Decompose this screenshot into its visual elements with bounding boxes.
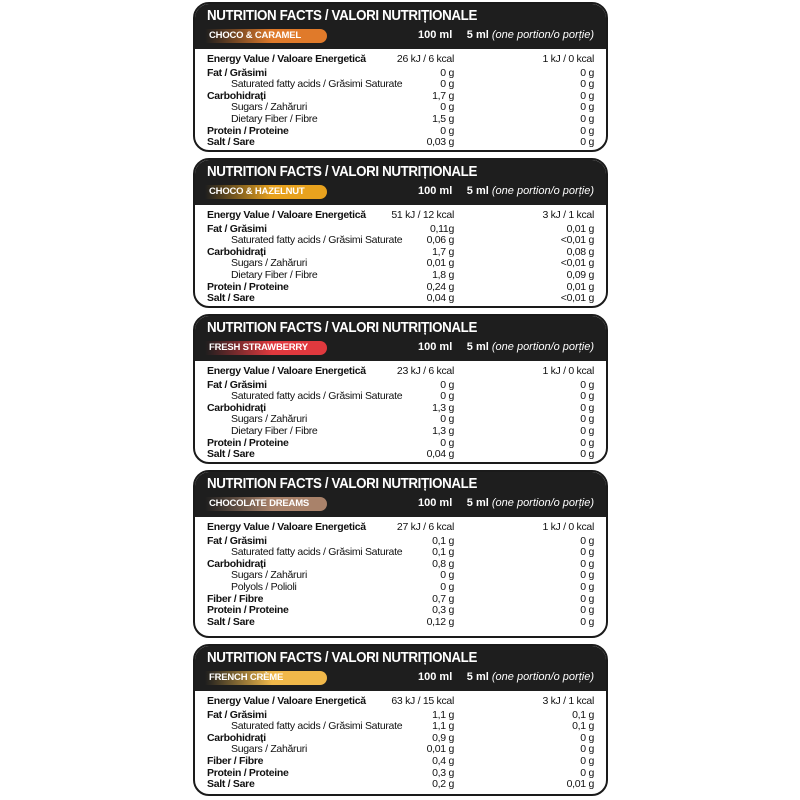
value-per-portion: 0 g xyxy=(580,569,594,582)
value-per-100ml: 23 kJ / 6 kcal xyxy=(396,365,454,377)
nutrient-row xyxy=(207,366,594,378)
value-per-100ml: 1,3 g xyxy=(432,424,454,437)
portion-note: (one portion/o porție) xyxy=(491,497,594,509)
nutrient-row xyxy=(207,270,594,282)
portion-note: (one portion/o porție) xyxy=(491,341,594,353)
nutrient-table xyxy=(195,361,606,461)
nutrient-name: Fiber / Fibre xyxy=(207,754,264,767)
portion-note: (one portion/o porție) xyxy=(491,185,594,197)
value-per-100ml: 1,1 g xyxy=(432,708,454,721)
column-header-100ml: 100 ml xyxy=(418,29,453,41)
value-per-100ml: 1,7 g xyxy=(432,245,454,258)
value-per-portion: 1 kJ / 0 kcal xyxy=(542,53,594,65)
value-per-100ml: 0,8 g xyxy=(432,557,454,570)
value-per-portion: <0,01 g xyxy=(560,234,594,247)
value-per-100ml: 1,7 g xyxy=(432,89,454,102)
nutrient-row xyxy=(207,522,594,534)
value-per-portion: 0 g xyxy=(580,604,594,617)
nutrient-row xyxy=(207,605,594,617)
value-per-100ml: 1,1 g xyxy=(432,720,454,733)
value-per-portion: 0 g xyxy=(580,592,594,605)
value-per-100ml: 0 g xyxy=(440,390,454,403)
value-per-portion: 0 g xyxy=(580,89,594,102)
nutrient-name: Fat / Grăsimi xyxy=(207,378,267,391)
nutrient-name: Protein / Proteine xyxy=(207,604,289,617)
value-per-portion: <0,01 g xyxy=(560,292,594,305)
value-per-100ml: 0,04 g xyxy=(426,448,454,461)
value-per-100ml: 0,3 g xyxy=(432,604,454,617)
nutrient-name: Carbohidrați xyxy=(207,401,266,414)
value-per-portion: 0 g xyxy=(580,743,594,756)
nutrient-row xyxy=(207,582,594,594)
value-per-portion: 0 g xyxy=(580,754,594,767)
value-per-100ml: 1,8 g xyxy=(432,268,454,281)
nutrient-name: Dietary Fiber / Fibre xyxy=(231,268,318,281)
nutrient-name: Energy Value / Valoare Energetică xyxy=(207,695,366,707)
value-per-100ml: 0 g xyxy=(440,101,454,114)
value-per-100ml: 0,04 g xyxy=(426,292,454,305)
nutrient-row xyxy=(207,449,594,461)
nutrient-name: Energy Value / Valoare Energetică xyxy=(207,209,366,221)
value-per-portion: 3 kJ / 1 kcal xyxy=(542,209,594,221)
value-per-100ml: 0 g xyxy=(440,78,454,91)
value-per-portion: 0,1 g xyxy=(572,720,594,733)
value-per-portion: 0 g xyxy=(580,413,594,426)
flavour-badge: CHOCO & HAZELNUT xyxy=(205,185,327,199)
nutrient-table xyxy=(195,517,606,628)
nutrient-table xyxy=(195,49,606,149)
value-per-portion: 0 g xyxy=(580,378,594,391)
value-per-100ml: 1,5 g xyxy=(432,112,454,125)
nutrient-name: Sugars / Zahăruri xyxy=(231,569,308,582)
label-header xyxy=(195,160,606,205)
nutrient-row xyxy=(207,768,594,780)
nutrient-name: Carbohidrați xyxy=(207,245,266,258)
value-per-portion: 0 g xyxy=(580,731,594,744)
label-title: NUTRITION FACTS / VALORI NUTRIȚIONALE xyxy=(207,650,477,666)
nutrient-row xyxy=(207,617,594,629)
nutrient-row xyxy=(207,137,594,149)
value-per-portion: <0,01 g xyxy=(560,257,594,270)
nutrient-name: Salt / Sare xyxy=(207,615,255,628)
nutrient-row xyxy=(207,114,594,126)
nutrient-name: Saturated fatty acids / Grăsimi Saturate xyxy=(231,234,403,247)
value-per-portion: 1 kJ / 0 kcal xyxy=(542,521,594,533)
value-per-portion: 0 g xyxy=(580,424,594,437)
nutrient-name: Carbohidrați xyxy=(207,89,266,102)
value-per-portion: 0 g xyxy=(580,615,594,628)
nutrient-name: Energy Value / Valoare Energetică xyxy=(207,365,366,377)
nutrition-label-1 xyxy=(193,2,608,152)
value-per-portion: 0 g xyxy=(580,580,594,593)
label-title: NUTRITION FACTS / VALORI NUTRIȚIONALE xyxy=(207,320,477,336)
nutrient-name: Carbohidrați xyxy=(207,557,266,570)
value-per-100ml: 0 g xyxy=(440,124,454,137)
nutrient-name: Salt / Sare xyxy=(207,778,255,791)
value-per-portion: 0 g xyxy=(580,557,594,570)
value-per-portion: 0,08 g xyxy=(566,245,594,258)
nutrient-name: Protein / Proteine xyxy=(207,436,289,449)
column-header-portion xyxy=(467,497,594,509)
column-header-portion xyxy=(467,185,594,197)
nutrient-row xyxy=(207,426,594,438)
value-per-100ml: 0 g xyxy=(440,413,454,426)
value-per-portion: 0 g xyxy=(580,390,594,403)
value-per-100ml: 0 g xyxy=(440,569,454,582)
value-per-100ml: 0 g xyxy=(440,580,454,593)
value-per-portion: 0,1 g xyxy=(572,708,594,721)
nutrient-name: Saturated fatty acids / Grăsimi Saturate xyxy=(231,390,403,403)
nutrient-name: Polyols / Polioli xyxy=(231,580,297,593)
value-per-100ml: 1,3 g xyxy=(432,401,454,414)
column-header-portion xyxy=(467,29,594,41)
value-per-100ml: 0 g xyxy=(440,436,454,449)
column-header-100ml: 100 ml xyxy=(418,671,453,683)
label-title: NUTRITION FACTS / VALORI NUTRIȚIONALE xyxy=(207,164,477,180)
value-per-portion: 0,09 g xyxy=(566,268,594,281)
value-per-portion: 0 g xyxy=(580,534,594,547)
nutrient-row xyxy=(207,779,594,791)
label-header xyxy=(195,646,606,691)
value-per-portion: 0 g xyxy=(580,448,594,461)
portion-size: 5 ml xyxy=(466,671,489,683)
value-per-100ml: 0,06 g xyxy=(426,234,454,247)
flavour-badge: FRESH STRAWBERRY xyxy=(205,341,327,355)
column-header-100ml: 100 ml xyxy=(418,341,453,353)
flavour-badge: FRENCH CRÈME xyxy=(205,671,327,685)
nutrient-name: Saturated fatty acids / Grăsimi Saturate xyxy=(231,78,403,91)
column-header-100ml: 100 ml xyxy=(418,497,453,509)
nutrient-row xyxy=(207,210,594,222)
value-per-100ml: 0,3 g xyxy=(432,766,454,779)
nutrient-name: Fiber / Fibre xyxy=(207,592,264,605)
value-per-100ml: 0,01 g xyxy=(426,257,454,270)
value-per-portion: 0 g xyxy=(580,766,594,779)
nutrient-name: Fat / Grăsimi xyxy=(207,66,267,79)
label-header xyxy=(195,472,606,517)
nutrient-name: Protein / Proteine xyxy=(207,280,289,293)
value-per-portion: 0 g xyxy=(580,546,594,559)
nutrient-name: Sugars / Zahăruri xyxy=(231,743,308,756)
nutrient-name: Salt / Sare xyxy=(207,136,255,149)
nutrient-row xyxy=(207,696,594,708)
nutrient-name: Saturated fatty acids / Grăsimi Saturate xyxy=(231,546,403,559)
value-per-portion: 0 g xyxy=(580,436,594,449)
nutrient-name: Carbohidrați xyxy=(207,731,266,744)
value-per-100ml: 0,1 g xyxy=(432,546,454,559)
nutrient-name: Sugars / Zahăruri xyxy=(231,413,308,426)
nutrition-label-4 xyxy=(193,470,608,638)
nutrient-row xyxy=(207,438,594,450)
value-per-100ml: 0,9 g xyxy=(432,731,454,744)
portion-note: (one portion/o porție) xyxy=(491,671,594,683)
value-per-100ml: 63 kJ / 15 kcal xyxy=(391,695,454,707)
value-per-portion: 3 kJ / 1 kcal xyxy=(542,695,594,707)
label-header xyxy=(195,316,606,361)
column-header-100ml: 100 ml xyxy=(418,185,453,197)
value-per-100ml: 0,01 g xyxy=(426,743,454,756)
portion-size: 5 ml xyxy=(466,497,489,509)
nutrient-name: Sugars / Zahăruri xyxy=(231,101,308,114)
nutrient-row xyxy=(207,744,594,756)
value-per-100ml: 51 kJ / 12 kcal xyxy=(391,209,454,221)
nutrient-name: Saturated fatty acids / Grăsimi Saturate xyxy=(231,720,403,733)
nutrient-row xyxy=(207,126,594,138)
nutrient-name: Dietary Fiber / Fibre xyxy=(231,112,318,125)
value-per-portion: 0,01 g xyxy=(566,280,594,293)
value-per-portion: 0 g xyxy=(580,112,594,125)
flavour-badge: CHOCOLATE DREAMS xyxy=(205,497,327,511)
nutrient-name: Dietary Fiber / Fibre xyxy=(231,424,318,437)
nutrient-name: Salt / Sare xyxy=(207,292,255,305)
value-per-100ml: 0,11g xyxy=(430,222,454,235)
nutrient-name: Protein / Proteine xyxy=(207,766,289,779)
nutrient-table xyxy=(195,205,606,305)
label-header xyxy=(195,4,606,49)
nutrition-label-3 xyxy=(193,314,608,464)
column-header-portion xyxy=(467,671,594,683)
nutrient-name: Fat / Grăsimi xyxy=(207,708,267,721)
value-per-portion: 0 g xyxy=(580,101,594,114)
nutrient-name: Energy Value / Valoare Energetică xyxy=(207,53,366,65)
nutrition-label-2 xyxy=(193,158,608,308)
value-per-100ml: 27 kJ / 6 kcal xyxy=(396,521,454,533)
value-per-100ml: 0 g xyxy=(440,66,454,79)
label-title: NUTRITION FACTS / VALORI NUTRIȚIONALE xyxy=(207,8,477,24)
nutrient-row xyxy=(207,54,594,66)
portion-size: 5 ml xyxy=(466,341,489,353)
nutrient-name: Fat / Grăsimi xyxy=(207,222,267,235)
value-per-portion: 0 g xyxy=(580,66,594,79)
value-per-portion: 0 g xyxy=(580,124,594,137)
value-per-100ml: 0,1 g xyxy=(432,534,454,547)
value-per-portion: 0 g xyxy=(580,401,594,414)
nutrient-table xyxy=(195,691,606,791)
value-per-100ml: 0,24 g xyxy=(426,280,454,293)
nutrient-row xyxy=(207,756,594,768)
portion-size: 5 ml xyxy=(466,185,489,197)
nutrient-name: Protein / Proteine xyxy=(207,124,289,137)
value-per-100ml: 0,2 g xyxy=(432,778,454,791)
portion-size: 5 ml xyxy=(466,29,489,41)
value-per-100ml: 0,03 g xyxy=(426,136,454,149)
label-title: NUTRITION FACTS / VALORI NUTRIȚIONALE xyxy=(207,476,477,492)
nutrient-row xyxy=(207,282,594,294)
value-per-100ml: 0,7 g xyxy=(432,592,454,605)
value-per-100ml: 26 kJ / 6 kcal xyxy=(396,53,454,65)
column-header-portion xyxy=(467,341,594,353)
nutrition-label-5 xyxy=(193,644,608,796)
nutrient-name: Sugars / Zahăruri xyxy=(231,257,308,270)
value-per-100ml: 0,4 g xyxy=(432,754,454,767)
value-per-100ml: 0,12 g xyxy=(426,615,454,628)
nutrient-name: Fat / Grăsimi xyxy=(207,534,267,547)
value-per-portion: 0 g xyxy=(580,136,594,149)
value-per-100ml: 0 g xyxy=(440,378,454,391)
nutrient-name: Energy Value / Valoare Energetică xyxy=(207,521,366,533)
nutrient-name: Salt / Sare xyxy=(207,448,255,461)
value-per-portion: 0,01 g xyxy=(566,222,594,235)
value-per-portion: 0 g xyxy=(580,78,594,91)
flavour-badge: CHOCO & CARAMEL xyxy=(205,29,327,43)
nutrient-row xyxy=(207,293,594,305)
value-per-portion: 0,01 g xyxy=(566,778,594,791)
value-per-portion: 1 kJ / 0 kcal xyxy=(542,365,594,377)
portion-note: (one portion/o porție) xyxy=(491,29,594,41)
